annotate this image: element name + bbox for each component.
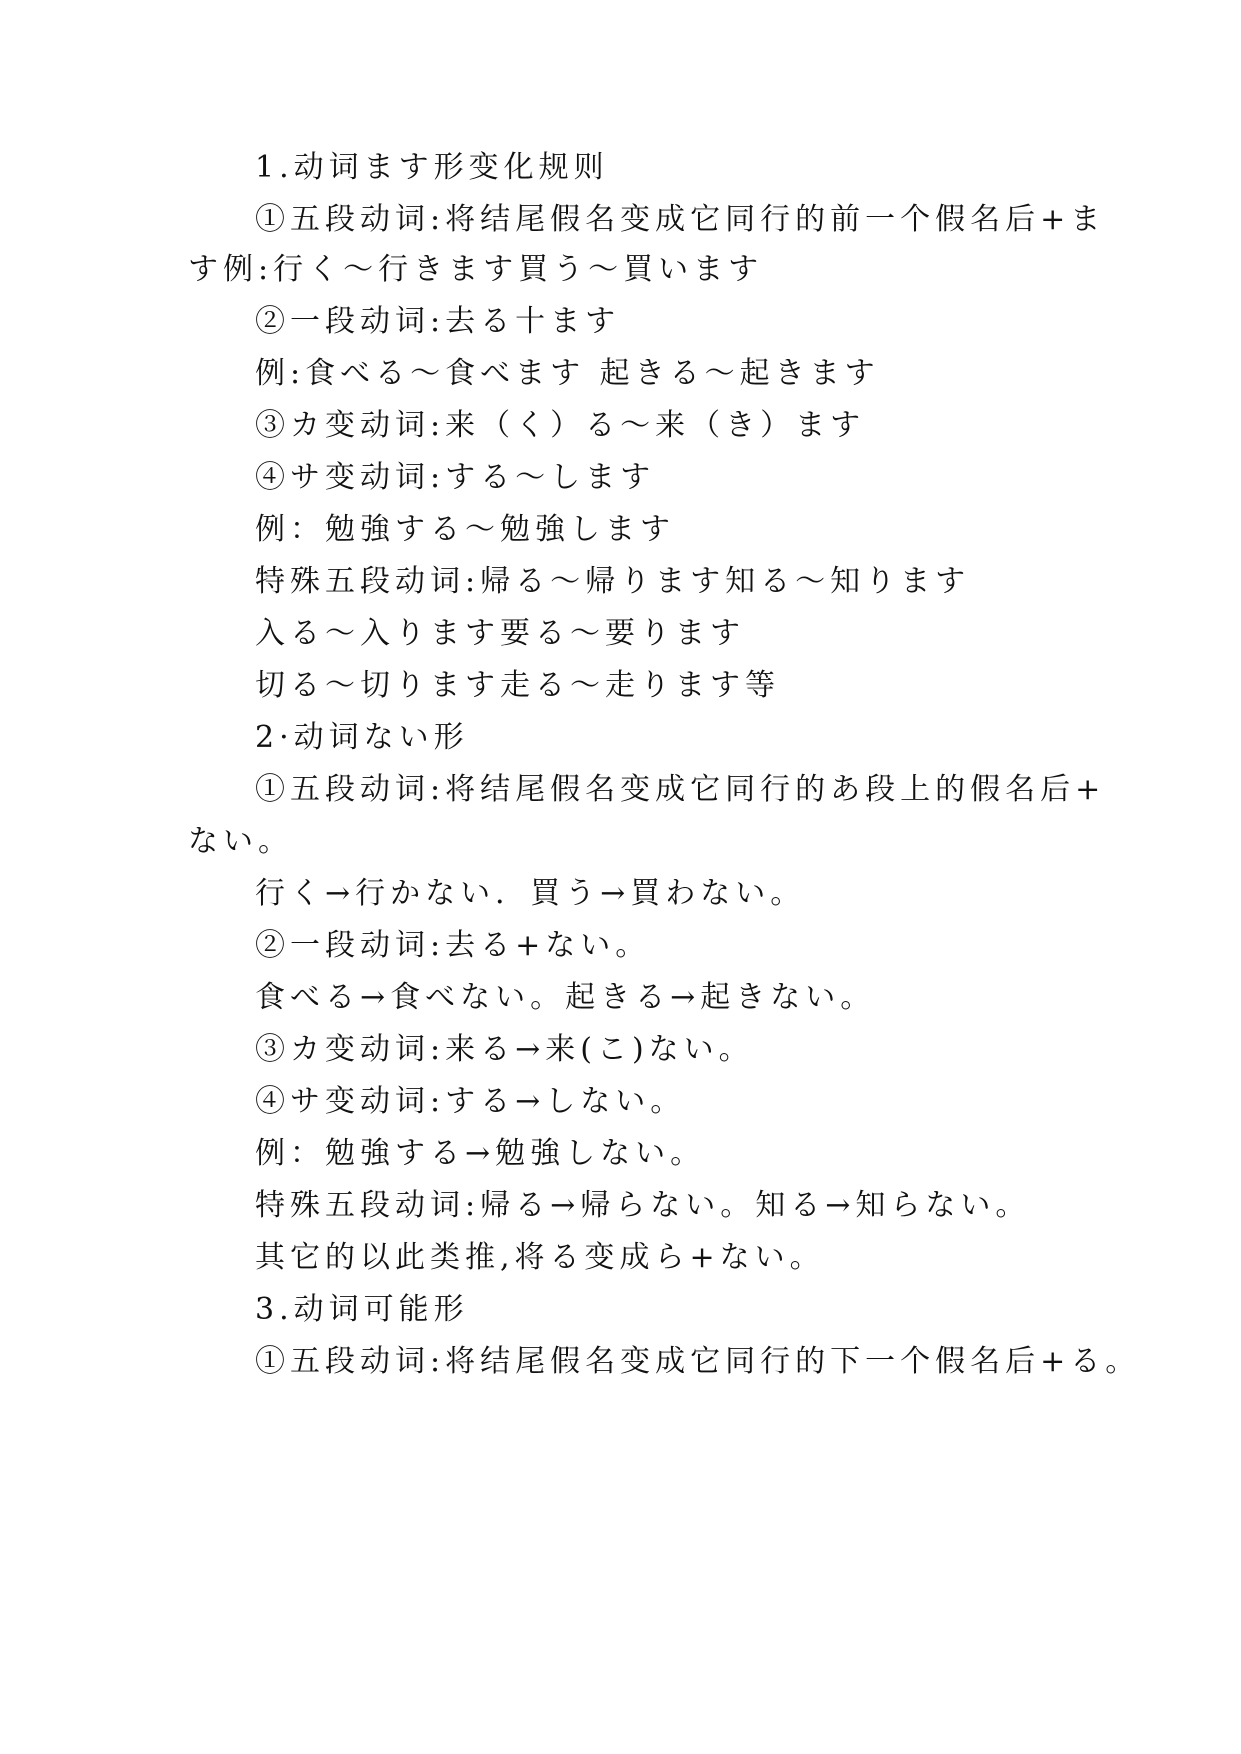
text-line: 食べる→食べない。起きる→起きない。 [255,980,876,1015]
text-line: 例：勉強する→勉強しない。 [255,1136,706,1171]
text-line: 其它的以此类推,将る变成ら+ない。 [255,1240,825,1275]
text-line: ①五段动词:将结尾假名变成它同行的前一个假名后+ま [255,202,1106,237]
text-line: ②一段动词:去る+ない。 [255,928,651,963]
text-line: ない。 [188,824,293,859]
text-line: ④サ变动词:する～します [255,460,656,495]
text-line: 例:食べる～食べます 起きる～起きます [255,356,880,391]
text-line: す例:行く～行きます買う～買います [188,252,764,287]
text-line: 例：勉強する～勉強します [255,512,675,547]
text-line: 行く→行かない．買う→買わない。 [255,876,806,911]
section-heading-masu-form: 1.动词ます形变化规则 [255,150,609,185]
text-line: 切る～切ります走る～走ります等 [255,668,780,703]
text-line: ①五段动词:将结尾假名变成它同行的下一个假名后+る。 [255,1344,1141,1379]
section-heading-potential-form: 3.动词可能形 [255,1292,469,1327]
text-line: 特殊五段动词:帰る→帰らない。知る→知らない。 [255,1188,1031,1223]
text-line: ④サ变动词:する→しない。 [255,1084,686,1119]
text-line: ③カ变动词:来る→来(こ)ない。 [255,1032,754,1067]
text-line: ②一段动词:去る十ます [255,304,621,339]
text-line: ③カ变动词:来（く）る～来（き）ます [255,408,866,443]
text-line: 入る～入ります要る～要ります [255,616,745,651]
section-heading-nai-form: 2·动词ない形 [255,720,469,755]
text-line: 特殊五段动词:帰る～帰ります知る～知ります [255,564,971,599]
text-line: ①五段动词:将结尾假名变成它同行的あ段上的假名后+ [255,772,1106,807]
